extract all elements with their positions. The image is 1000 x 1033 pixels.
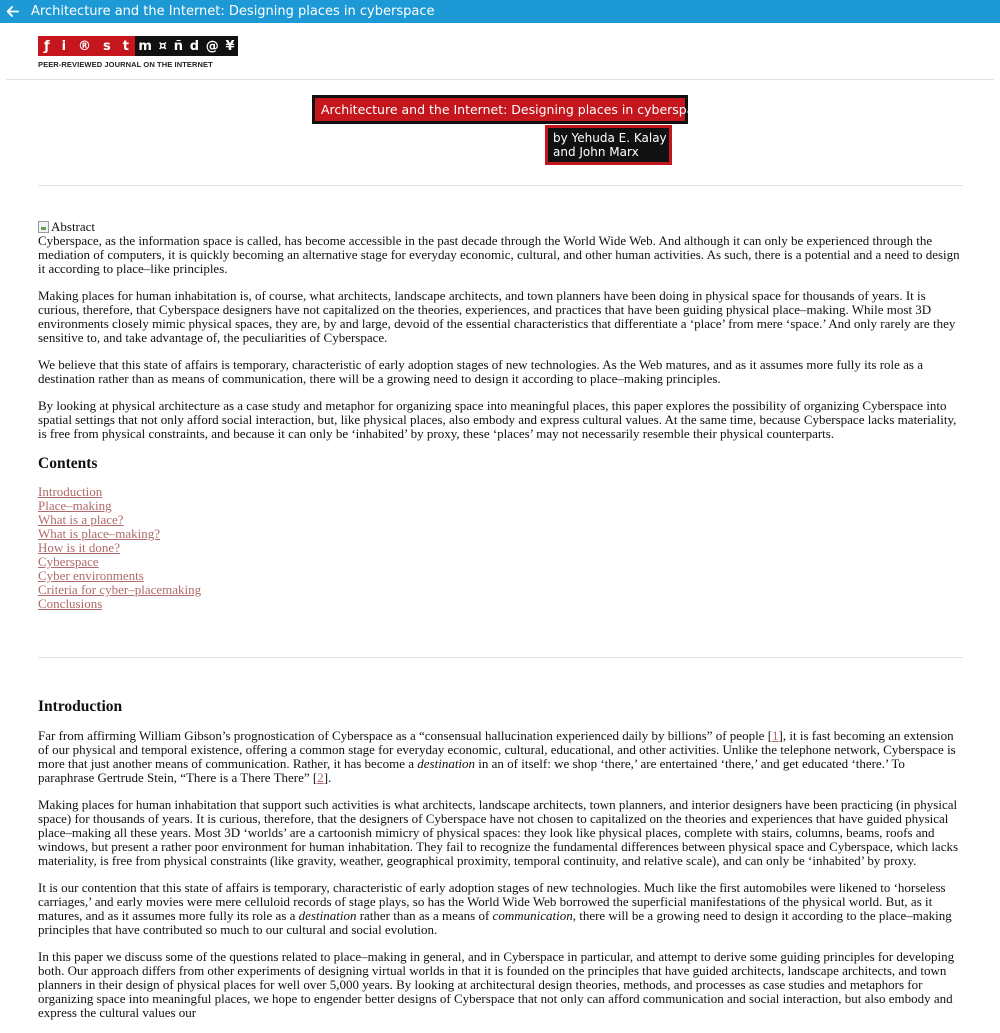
toc-link-how-is-it-done[interactable]: How is it done? [38,540,120,555]
citation-link[interactable]: 2 [317,770,324,785]
article-title-banner [312,95,709,124]
toc-link-cyber-environments[interactable]: Cyber environments [38,568,144,583]
toc-link-cyberspace[interactable]: Cyberspace [38,554,99,569]
logo-glyph: t [122,38,129,54]
toc-link-what-is-place-making[interactable]: What is place–making? [38,526,161,541]
logo-tagline: PEER-REVIEWED JOURNAL ON THE INTERNET [38,60,213,69]
toc-link-conclusions[interactable]: Conclusions [38,596,103,611]
back-button[interactable] [0,0,24,23]
intro-emphasis: destination [417,756,476,771]
abstract-paragraph: Making places for human inhabitation is, of course, what architects, landscape architects, and town planners have been doing in physical space for thousands of years. It is curious, therefore, that Cyberspace designers have not capitalized on the theories, experiences, and practices that have been guiding physical place–making. While most 3D environments closely mimic physical spaces, they are, by and large, devoid of the essential characteristics that differentiate a ‘place’ from mere ‘space.’ And only rarely are they sensitive to, and take advantage of, the peculiarities of Cyberspace. [38,288,956,345]
citation-link[interactable]: 1 [772,728,779,743]
header-divider [6,79,994,80]
logo-glyph: m [138,38,152,54]
logo-glyph: ƒ [43,38,50,54]
intro-emphasis: communication [492,908,573,923]
logo-glyph: @ [205,38,219,54]
intro-text: It is our contention that this state of affairs is temporary, characteristic of early adoption stages of new technologies. Much like the first automobiles were likened to ‘horseless carriages,’ and early movies were mere celluloid records of stage plays, so has the World Wide Web borrowed the superficial manifestations of the physical world. But, as it matures, and as it assumes more fully its role as a [38,880,946,923]
abstract-image-alt: Abstract [51,219,96,234]
introduction-paragraph [38,881,963,937]
intro-text: ]. [323,770,332,785]
intro-text: in an of itself: we shop ‘there,’ are entertained ‘there,’ and get educated ‘there.’ To paraphrase Gertrude Stein, “There is a There There” [ [38,756,905,785]
author-banner [545,125,672,165]
author-line: by Yehuda E. Kalay [553,131,667,145]
arrow-left-icon [6,5,19,18]
logo-glyph: d [189,38,200,54]
intro-text: Far from affirming William Gibson’s prognostication of Cyberspace as a “consensual hallucination experienced daily by billions” of people [ [38,728,773,743]
toc-link-what-is-a-place[interactable]: What is a place? [38,512,124,527]
logo-glyph: i [61,38,67,54]
logo-wordmark [38,36,238,56]
app-bar [0,0,1000,23]
table-of-contents [38,485,963,611]
logo-wordmark-left [38,36,135,56]
article-body [38,220,963,1033]
broken-image-icon [38,221,49,233]
intro-emphasis: destination [298,908,357,923]
introduction-paragraph: Making places for human inhabitation that support such activities is what architects, landscape architects, town planners, and interior designers have been practicing (in physical space) for thousands of years. It is curious, therefore, that the designers of Cyberspace have not chosen to capitalized on the theories and experiences that have guided physical place–making all these years. Most 3D ‘worlds’ are a cartoonish mimicry of physical spaces: they look like physical places, complete with stairs, columns, beams, roofs and windows, but present a rather poor environment for human inhabitation. They fail to recognize the fundamental differences between physical space and Cyberspace, which lacks materiality, is free from physical constraints (like gravity, weather, geographical proximity, temporal continuity, and relative scale), and can only be ‘inhabited’ by proxy. [38,797,959,868]
journal-logo[interactable] [38,36,238,68]
toc-link-criteria[interactable]: Criteria for cyber–placemaking [38,582,202,597]
toc-link-place-making[interactable]: Place–making [38,498,112,513]
abstract-image [38,220,963,234]
toc-link-introduction[interactable]: Introduction [38,484,103,499]
logo-wordmark-right [135,36,238,56]
logo-glyph: s [103,38,111,54]
abstract-paragraph: We believe that this state of affairs is temporary, characteristic of early adoption stages of new technologies. As the Web matures, and as it assumes more fully its role as a destination rather than as means of communication, there will be a growing need to design it according to place–making principles. [38,357,924,386]
section-divider [38,657,963,658]
abstract-paragraph: By looking at physical architecture as a case study and metaphor for organizing space into meaningful places, this paper explores the possibility of organizing Cyberspace into spatial settings that not only afford social interaction, but, like physical places, also embody and express cultural values. At the same time, because Cyberspace lacks materiality, is free from physical constraints, and because it can only be ‘inhabited’ by proxy, these ‘places’ may not necessarily resemble their physical counterparts. [38,398,957,441]
logo-glyph: ñ [173,38,183,54]
introduction-heading: Introduction [38,698,123,715]
title-divider [38,185,963,186]
article-title: Architecture and the Internet: Designing places in cyberspace [321,102,709,117]
author-line: and John Marx [553,145,639,159]
intro-text: rather than as a means of [356,908,493,923]
intro-text: ], it is fast becoming an extension of our physical and temporal existence, offering a common stage for everyday economic, cultural, educational, and other activities. Unlike the telephone network, Cyberspace is more that just another means of communication. Rather, it has become a [38,728,956,771]
logo-glyph: ® [78,38,92,54]
logo-glyph: ¤ [158,38,167,54]
introduction-paragraph: In this paper we discuss some of the questions related to place–making in general, and in Cyberspace in particular, and attempt to derive some guiding principles for developing both. Our approach differs from other experiments of designing virtual worlds in that it is founded on the principles that have guided architects, landscape architects, and town planners in their design of physical places for well over 5,000 years. By looking at architectural design theories, methods, and processes as case studies and metaphors for organizing space into meaningful places, we hope to engender better designs of Cyberspace that not only can afford communication and social interaction, but also embody and express the cultural values our [38,949,955,1020]
introduction-paragraph [38,729,963,785]
intro-text: , there will be a growing need to design it according to the place–making principles that have contributed so much to our cultural and social evolution. [38,908,952,937]
app-bar-title: Architecture and the Internet: Designing places in cyberspace [31,4,435,19]
logo-glyph: ¥ [225,38,235,54]
contents-heading: Contents [38,455,98,472]
abstract-paragraph: Cyberspace, as the information space is called, has become accessible in the past decade through the World Wide Web. And although it can only be experienced through the mediation of computers, it is quickly becoming an alternative stage for everyday economic, cultural, and other human activities. As such, there is a potential and a need to design it according to place–like principles. [38,233,960,276]
